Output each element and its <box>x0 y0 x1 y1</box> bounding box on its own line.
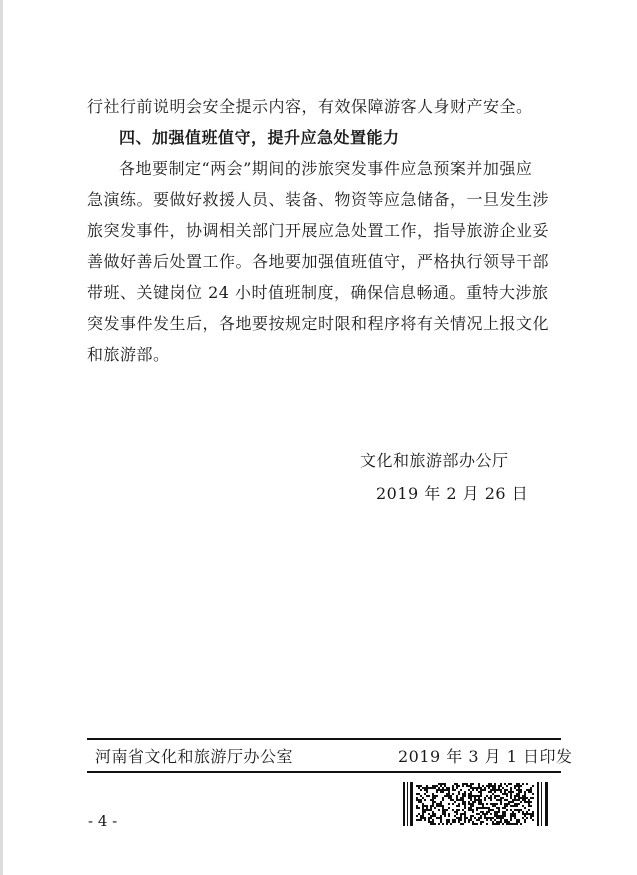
signature-issuer: 文化和旅游部办公厅 <box>360 451 509 470</box>
page-edge <box>0 0 3 875</box>
signature-date: 2019 年 2 月 26 日 <box>376 484 529 503</box>
body-line-4: 急演练。要做好救援人员、装备、物资等应急储备，一旦发生涉 <box>87 190 550 209</box>
footer-rule-bottom <box>87 771 561 773</box>
body-line-5: 旅突发事件，协调相关部门开展应急处置工作，指导旅游企业妥 <box>87 221 550 240</box>
body-line-6: 善做好善后处置工作。各地要加强值班值守，严格执行领导干部 <box>87 252 550 271</box>
body-line-3: 各地要制定“两会”期间的涉旅突发事件应急预案并加强应 <box>119 159 533 178</box>
page-number: - 4 - <box>88 812 118 830</box>
footer-rule-top <box>87 738 561 740</box>
body-line-8: 突发事件发生后，各地要按规定时限和程序将有关情况上报文化 <box>87 314 550 333</box>
document-body <box>87 92 567 392</box>
body-line-9: 和旅游部。 <box>87 345 170 364</box>
section-heading: 四、加强值班值守，提升应急处置能力 <box>119 128 400 147</box>
footer-print-date: 2019 年 3 月 1 日印发 <box>398 747 573 766</box>
barcode-icon <box>402 782 551 826</box>
footer-office: 河南省文化和旅游厅办公室 <box>95 747 294 766</box>
body-line-1: 行社行前说明会安全提示内容，有效保障游客人身财产安全。 <box>87 97 533 116</box>
body-line-7: 带班、关键岗位 24 小时值班制度，确保信息畅通。重特大涉旅 <box>87 283 549 302</box>
